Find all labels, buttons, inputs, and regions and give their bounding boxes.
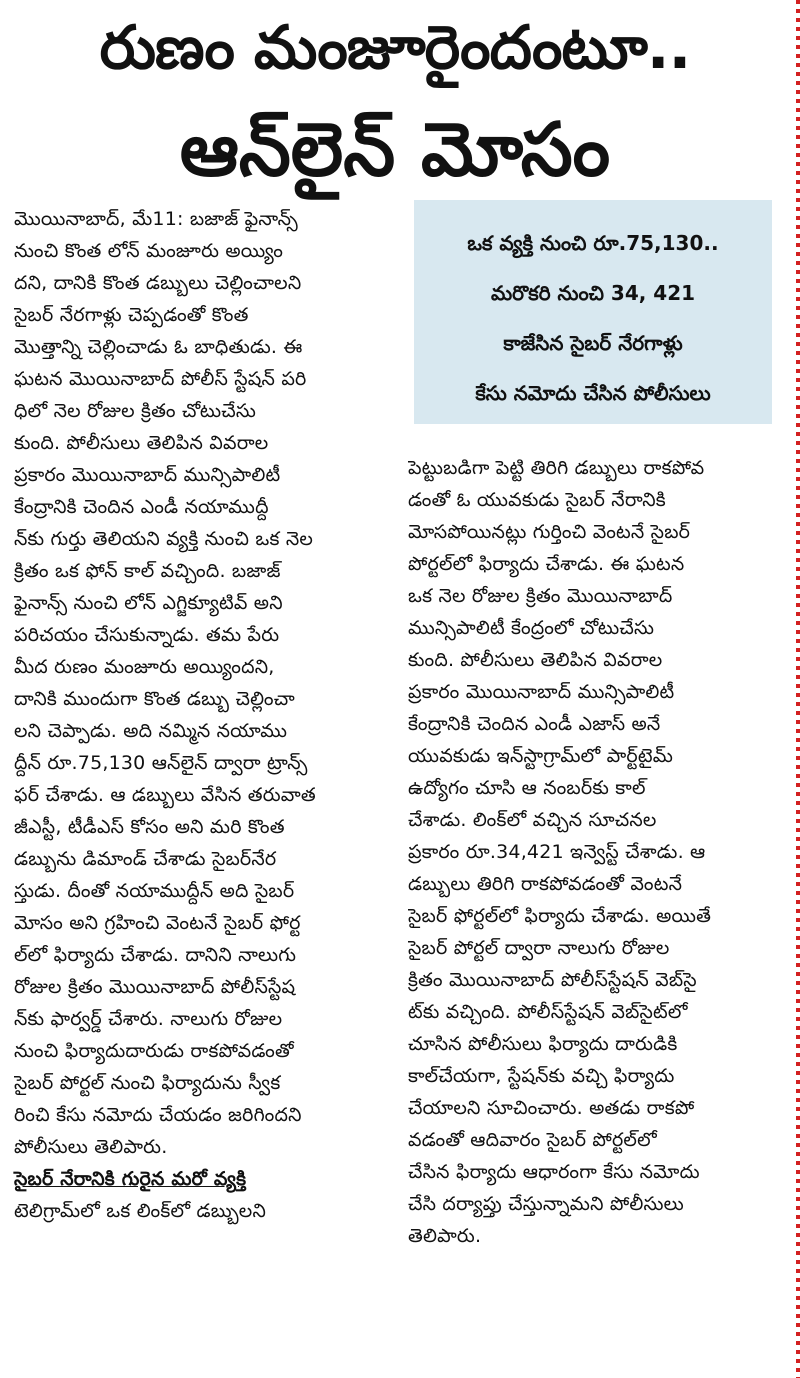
article-line: న్‌కు గుర్తు తెలియని వ్యక్తి నుంచి ఒక నెల	[14, 528, 314, 550]
highlight-box	[414, 200, 772, 424]
article-line: చూసిన పోలీసులు ఫిర్యాదు దారుడికి	[408, 1033, 678, 1055]
article-line: క్రితం మొయినాబాద్ పోలీస్‌స్టేషన్ వెబ్‌సై	[408, 969, 697, 991]
article-line: జీఎస్టీ, టీడీఎస్ కోసం అని మరి కొంత	[14, 816, 285, 838]
article-line: సైబర్ పోర్టల్ ద్వారా నాలుగు రోజుల	[408, 937, 670, 959]
article-line: నుంచి ఫిర్యాదుదారుడు రాకపోవడంతో	[14, 1040, 294, 1062]
article-line: ఘటన మొయినాబాద్ పోలీస్ స్టేషన్ పరి	[14, 368, 307, 390]
article-line: కేంద్రానికి చెందిన ఎండీ ఎజాస్ అనే	[408, 713, 661, 735]
article-line: ఒక నెల రోజుల క్రితం మొయినాబాద్	[408, 585, 673, 607]
article-column-left	[14, 203, 392, 1227]
page-border-dotted	[796, 0, 800, 1378]
article-line: కుంది. పోలీసులు తెలిపిన వివరాల	[14, 432, 269, 454]
article-line: పెట్టుబడిగా పెట్టి తిరిగి డబ్బులు రాకపోవ	[408, 457, 705, 479]
article-line: మోసపోయినట్లు గుర్తించి వెంటనే సైబర్	[408, 521, 691, 543]
article-line: డబ్బులు తిరిగి రాకపోవడంతో వెంటనే	[408, 873, 683, 895]
article-line: మున్సిపాలిటీ కేంద్రంలో చోటుచేసు	[408, 617, 655, 639]
article-line: రోజుల క్రితం మొయినాబాద్ పోలీస్‌స్టేష	[14, 976, 296, 998]
article-line: చేయాలని సూచించారు. అతడు రాకపో	[408, 1097, 695, 1119]
article-line: మొత్తాన్ని చెల్లించాడు ఓ బాధితుడు. ఈ	[14, 336, 303, 358]
article-line: చేశాడు. లింక్‌లో వచ్చిన సూచనల	[408, 809, 657, 831]
article-column-right	[408, 452, 778, 1252]
article-line: క్రితం ఒక ఫోన్ కాల్ వచ్చింది. బజాజ్	[14, 560, 281, 582]
article-line: పోర్టల్‌లో ఫిర్యాదు చేశాడు. ఈ ఘటన	[408, 553, 685, 575]
article-line: చేసిన ఫిర్యాదు ఆధారంగా కేసు నమోదు	[408, 1161, 700, 1183]
article-line: డంతో ఓ యువకుడు సైబర్ నేరానికి	[408, 489, 666, 511]
article-line: సైబర్ నేరగాళ్లు చెప్పడంతో కొంత	[14, 304, 249, 326]
article-line: ద్దీన్ రూ.75,130 ఆన్‌లైన్ ద్వారా ట్రాన్స్	[14, 752, 308, 774]
headline-kicker: రుణం మంజూరైందంటూ..	[99, 13, 691, 83]
highlight-line: కేసు నమోదు చేసిన పోలీసులు	[475, 381, 711, 405]
article-line: చేసి దర్యాప్తు చేస్తున్నామని పోలీసులు	[408, 1193, 684, 1215]
article-line: సైబర్ ఫోర్టల్‌లో ఫిర్యాదు చేశాడు. అయితే	[408, 905, 712, 927]
article-line: లని చెప్పాడు. అది నమ్మిన నయాము	[14, 720, 288, 742]
article-line: కాల్‌చేయగా, స్టేషన్‌కు వచ్చి ఫిర్యాదు	[408, 1065, 675, 1087]
article-line: తెలిపారు.	[408, 1225, 482, 1247]
highlight-line: కాజేసిన సైబర్ నేరగాళ్లు	[503, 331, 683, 355]
article-line: ట్‌కు వచ్చింది. పోలీస్‌స్టేషన్ వెబ్‌సైట్‌లో	[408, 1001, 688, 1023]
article-line: మోసం అని గ్రహించి వెంటనే సైబర్ ఫోర్ట	[14, 912, 301, 934]
article-line: కేంద్రానికి చెందిన ఎండీ నయాముద్దీ	[14, 496, 269, 518]
article-line: దని, దానికి కొంత డబ్బులు చెల్లించాలని	[14, 272, 302, 294]
article-line: రించి కేసు నమోదు చేయడం జరిగిందని	[14, 1104, 302, 1126]
article-line: మీద రుణం మంజూరు అయ్యిందని,	[14, 656, 275, 678]
article-line: డబ్బును డిమాండ్ చేశాడు సైబర్‌నేర	[14, 848, 277, 870]
article-line: ప్రకారం మొయినాబాద్ మున్సిపాలిటీ	[408, 681, 675, 703]
article-line: స్తుడు. దీంతో నయాముద్దీన్ అది సైబర్	[14, 880, 295, 902]
highlight-line: ఒక వ్యక్తి నుంచి రూ.75,130..	[467, 231, 719, 255]
article-line: ఫర్ చేశాడు. ఆ డబ్బులు వేసిన తరువాత	[14, 784, 316, 806]
article-line: మొయినాబాద్, మే11: బజాజ్ ఫైనాన్స్	[14, 208, 298, 230]
article-line: ఫైనాన్స్ నుంచి లోన్ ఎగ్జిక్యూటివ్ అని	[14, 592, 283, 614]
article-line: టెలిగ్రామ్‌లో ఒక లింక్‌లో డబ్బులని	[14, 1200, 267, 1222]
highlight-line: మరొకరి నుంచి 34, 421	[490, 281, 696, 305]
article-line: యువకుడు ఇన్‌స్టాగ్రామ్‌లో పార్ట్‌టైమ్	[408, 745, 674, 767]
article-line: నుంచి కొంత లోన్ మంజూరు అయ్యిం	[14, 240, 284, 262]
article-line: పరిచయం చేసుకున్నాడు. తమ పేరు	[14, 624, 280, 646]
article-line: పోలీసులు తెలిపారు.	[14, 1136, 168, 1158]
article-subhead: సైబర్ నేరానికి గురైన మరో వ్యక్తి	[14, 1168, 247, 1190]
article-line: ల్‌లో ఫిర్యాదు చేశాడు. దానిని నాలుగు	[14, 944, 297, 966]
article-line: ప్రకారం రూ.34,421 ఇన్వెస్ట్ చేశాడు. ఆ	[408, 841, 706, 863]
article-line: ధిలో నెల రోజుల క్రితం చోటుచేసు	[14, 400, 257, 422]
article-line: ఉద్యోగం చూసి ఆ నంబర్‌కు కాల్	[408, 777, 646, 799]
article-line: కుంది. పోలీసులు తెలిపిన వివరాల	[408, 649, 663, 671]
article-line: ప్రకారం మొయినాబాద్ మున్సిపాలిటీ	[14, 464, 281, 486]
article-line: న్‌కు ఫార్వర్డ్ చేశారు. నాలుగు రోజుల	[14, 1008, 283, 1030]
article-line: దానికి ముందుగా కొంత డబ్బు చెల్లించా	[14, 688, 295, 710]
article-line: వడంతో ఆదివారం సైబర్ పోర్టల్‌లో	[408, 1129, 657, 1151]
headline-main: ఆన్‌లైన్ మోసం	[179, 107, 611, 193]
article-line: సైబర్ పోర్టల్ నుంచి ఫిర్యాదును స్వీక	[14, 1072, 281, 1094]
